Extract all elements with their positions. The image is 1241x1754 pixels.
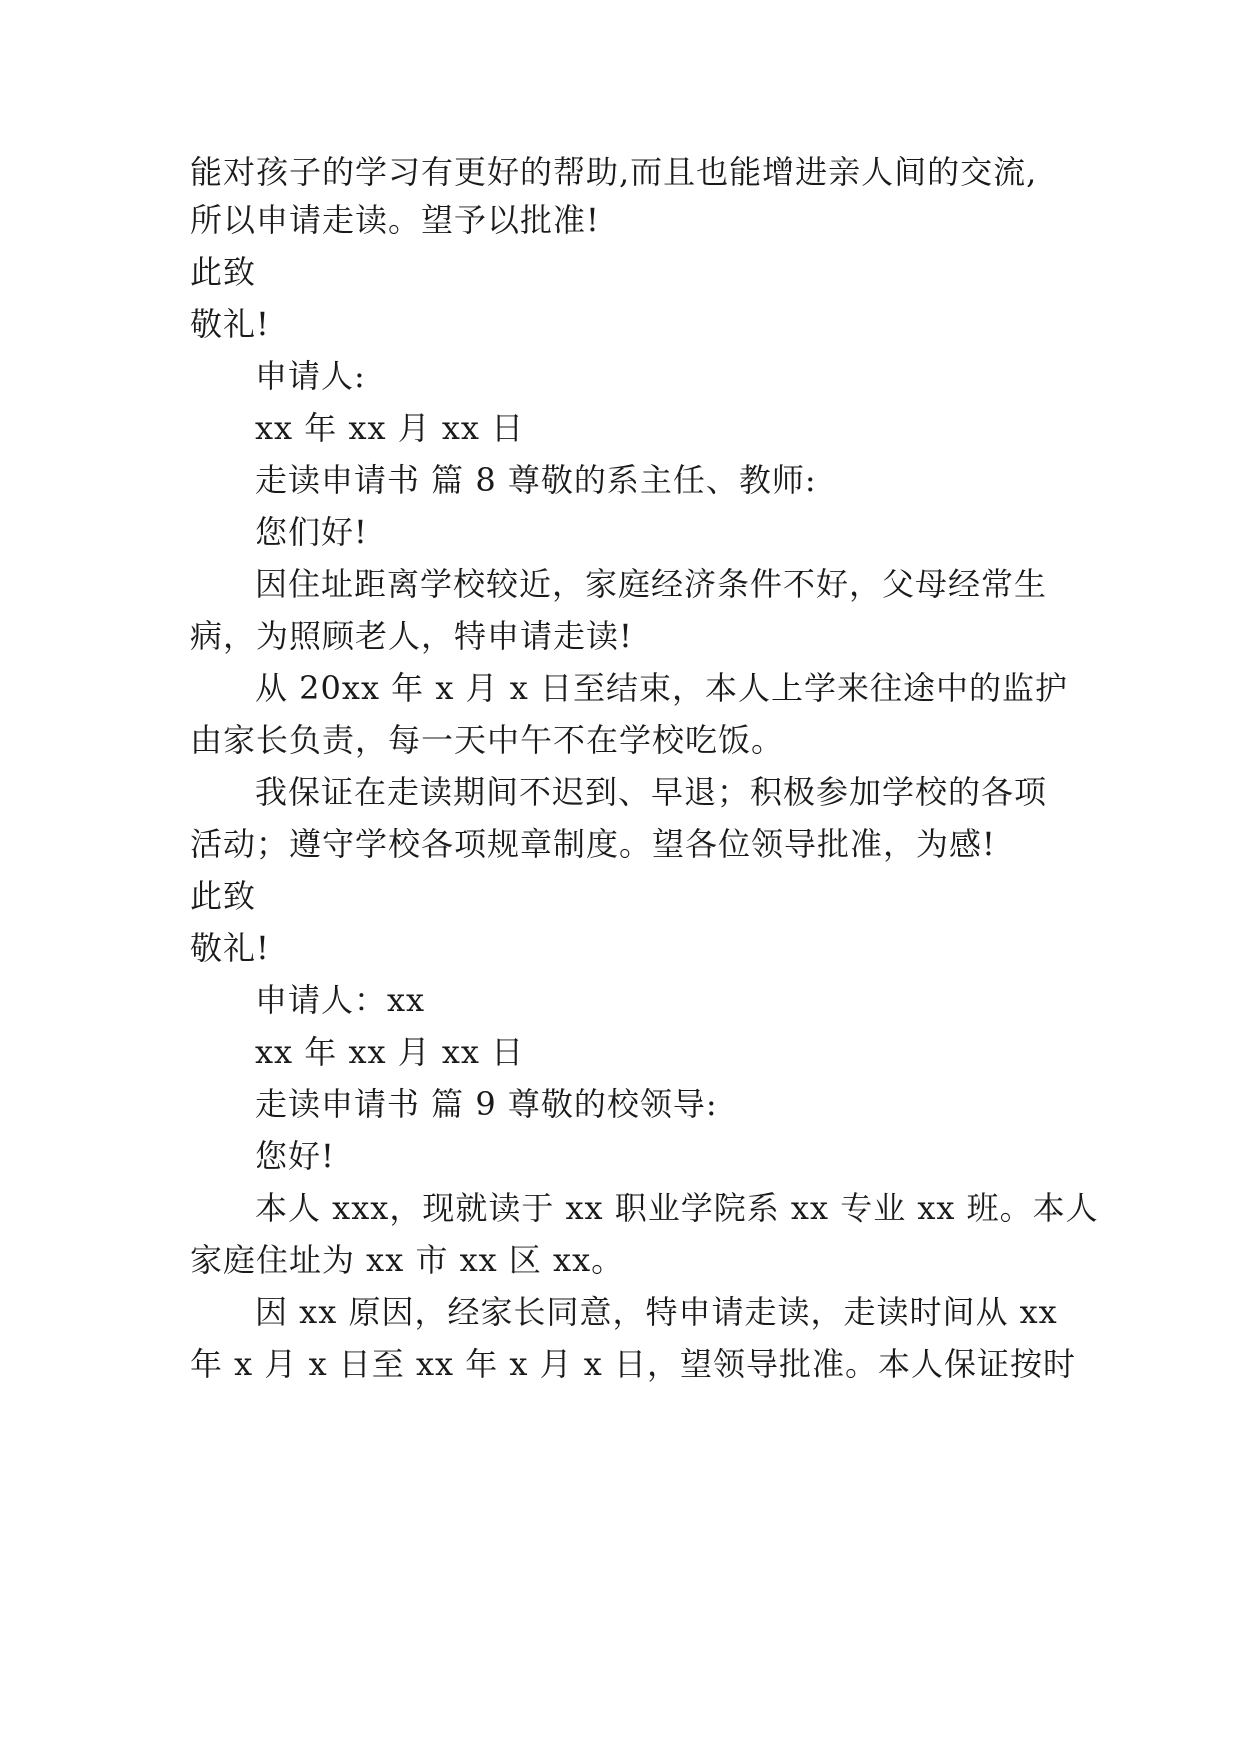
text-line: 从 20xx 年 x 月 x 日至结束，本人上学来往途中的监护 (255, 669, 1068, 707)
text-line: 所以申请走读。望予以批准! (190, 201, 600, 239)
text-line: 家庭住址为 xx 市 xx 区 xx。 (190, 1241, 625, 1279)
closing-salutation: 此致 (190, 253, 257, 291)
greeting: 您们好! (255, 513, 368, 551)
text-line: 本人 xxx，现就读于 xx 职业学院系 xx 专业 xx 班。本人 (255, 1189, 1099, 1227)
greeting: 您好! (255, 1137, 335, 1175)
section-heading: 走读申请书 篇 9 尊敬的校领导: (255, 1085, 718, 1123)
text-line: 我保证在走读期间不迟到、早退；积极参加学校的各项 (255, 773, 1048, 811)
date-line: xx 年 xx 月 xx 日 (255, 1033, 525, 1071)
text-line: 能对孩子的学习有更好的帮助,而且也能增进亲人间的交流, (190, 153, 1038, 191)
text-line: 活动；遵守学校各项规章制度。望各位领导批准，为感! (190, 825, 996, 863)
section-heading: 走读申请书 篇 8 尊敬的系主任、教师: (255, 461, 817, 499)
closing-respect: 敬礼! (190, 305, 270, 343)
applicant-label: 申请人：xx (255, 981, 426, 1019)
text-line: 因 xx 原因，经家长同意，特申请走读，走读时间从 xx (255, 1293, 1058, 1331)
text-line: 病，为照顾老人，特申请走读! (190, 617, 633, 655)
closing-respect: 敬礼! (190, 929, 270, 967)
date-line: xx 年 xx 月 xx 日 (255, 409, 525, 447)
text-line: 因住址距离学校较近，家庭经济条件不好，父母经常生 (255, 565, 1048, 603)
text-line: 年 x 月 x 日至 xx 年 x 月 x 日，望领导批准。本人保证按时 (190, 1345, 1077, 1383)
closing-salutation: 此致 (190, 877, 257, 915)
text-line: 由家长负责，每一天中午不在学校吃饭。 (190, 721, 785, 759)
applicant-label: 申请人: (255, 357, 366, 395)
